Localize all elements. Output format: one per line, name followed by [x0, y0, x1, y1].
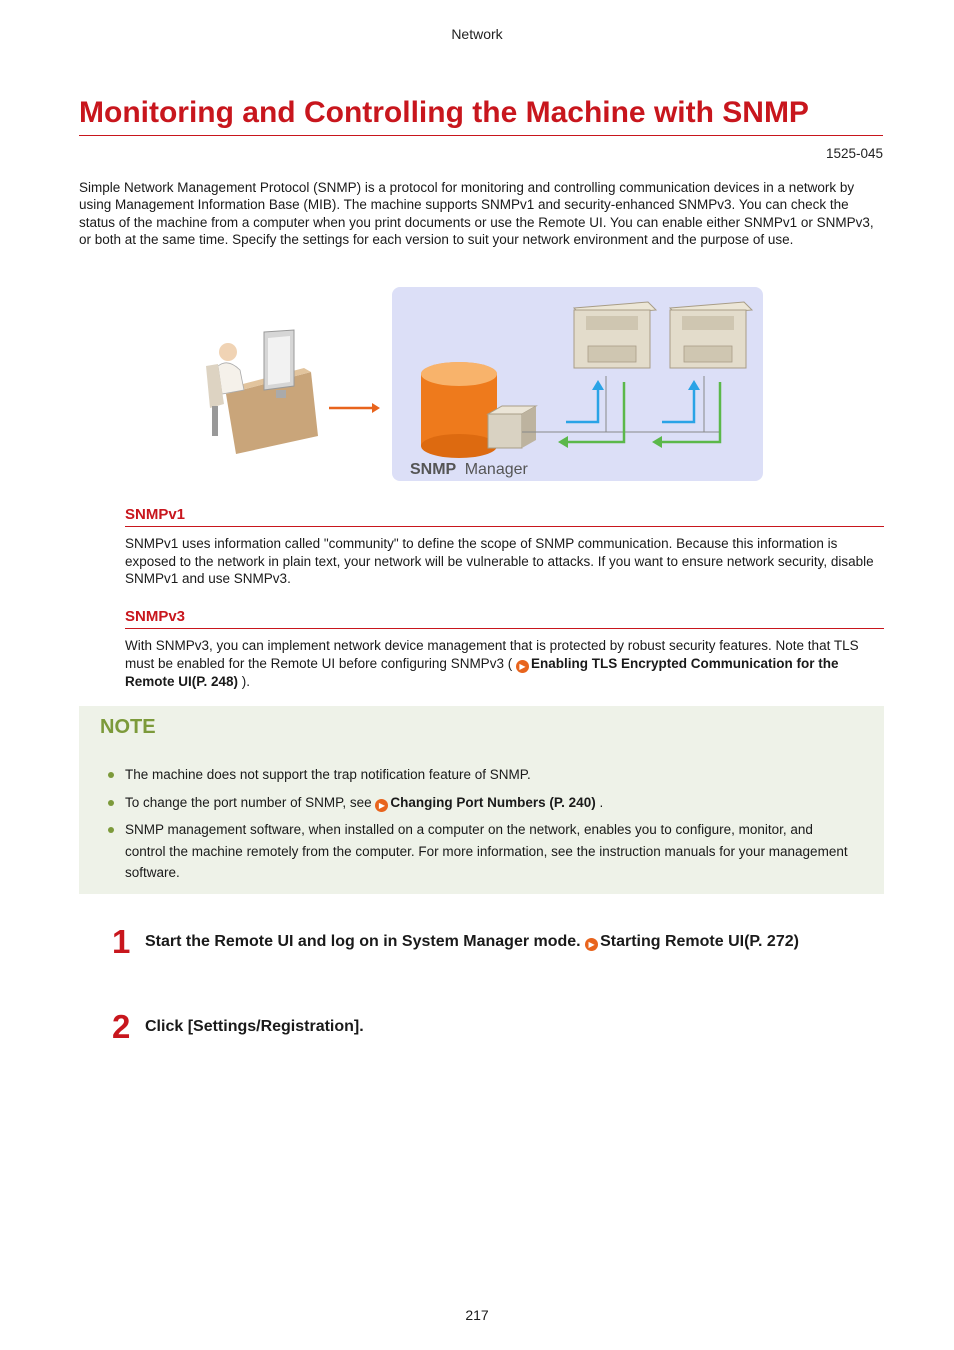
note-item-text: To change the port number of SNMP, see	[125, 794, 376, 810]
printer-icon	[670, 302, 752, 368]
running-header: Network	[451, 26, 503, 42]
arrow-right-icon	[329, 403, 380, 413]
note-item-text: The machine does not support the trap notification feature of SNMP.	[125, 767, 531, 782]
note-item-text: SNMP management software, when installed on a computer on the network, enables you to configure, monitor, and control the machine remotely from the computer. For more information, see the instruction manuals for your management software.	[125, 822, 848, 880]
snmpv3-paragraph	[125, 637, 883, 690]
note-list	[108, 764, 848, 890]
figure-label-manager: Manager	[464, 461, 528, 478]
section-heading-snmpv3: SNMPv3	[125, 607, 884, 629]
user-at-computer-icon	[206, 330, 318, 454]
link-arrow-icon: ▶	[516, 660, 529, 673]
snmp-diagram	[196, 286, 764, 482]
link-arrow-icon: ▶	[585, 938, 598, 951]
note-heading: NOTE	[100, 716, 156, 738]
step-number: 2	[112, 1008, 131, 1045]
list-item	[108, 792, 848, 814]
page-number: 217	[465, 1307, 489, 1323]
step-number: 1	[112, 923, 131, 960]
bullet-icon	[108, 800, 114, 806]
link-arrow-icon: ▶	[375, 799, 388, 812]
step-text	[145, 929, 825, 955]
remote-ui-link-label: Starting Remote UI(P. 272)	[600, 933, 799, 950]
step-instruction: Start the Remote UI and log on in System Manager mode.	[145, 933, 586, 950]
tls-link-label: Enabling TLS Encrypted Communication for the Remote UI(P. 248)	[125, 655, 839, 689]
note-box	[79, 706, 884, 894]
bullet-icon	[108, 827, 114, 833]
figure-label-snmp: SNMP	[410, 461, 457, 478]
port-numbers-link[interactable]	[375, 795, 595, 810]
list-item	[108, 764, 848, 786]
bullet-icon	[108, 772, 114, 778]
snmp-illustration	[196, 286, 764, 482]
list-item	[108, 819, 848, 884]
svg-text:SNMP Manager	[410, 461, 529, 478]
note-item-text-end: .	[595, 794, 604, 810]
document-id: 1525-045	[825, 146, 883, 161]
page-title: Monitoring and Controlling the Machine with SNMP	[79, 94, 883, 136]
snmpv1-paragraph: SNMPv1 uses information called "community" to define the scope of SNMP communication. Because this information is exposed to the network in plain text, your network will be vulnerable to attacks. If you want to ensure network security, disable SNMPv1 and use SNMPv3.	[125, 536, 874, 586]
printer-icon	[574, 302, 656, 368]
section-heading-snmpv1: SNMPv1	[125, 505, 884, 527]
port-numbers-link-label: Changing Port Numbers (P. 240)	[390, 794, 596, 810]
step-text: Click [Settings/Registration].	[145, 1018, 364, 1035]
snmpv3-text-end: ).	[238, 673, 251, 689]
remote-ui-link[interactable]	[585, 933, 799, 950]
intro-paragraph: Simple Network Management Protocol (SNMP) is a protocol for monitoring and controlling communication devices in a network by using Management Information Base (MIB). The machine supports SNMPv1 and security-enhanced SNMPv3. You can check the status of the machine from a computer when you print documents or use the Remote UI. You can enable either SNMPv1 or SNMPv3, or both at the same time. Specify the settings for each version to suit your network environment and the purpose of use.	[79, 180, 874, 247]
snmpv3-text: With SNMPv3, you can implement network device management that is protected by robust security features. Note that TLS must be enabled for the Remote UI before configuring SNMPv3 (	[125, 638, 859, 671]
